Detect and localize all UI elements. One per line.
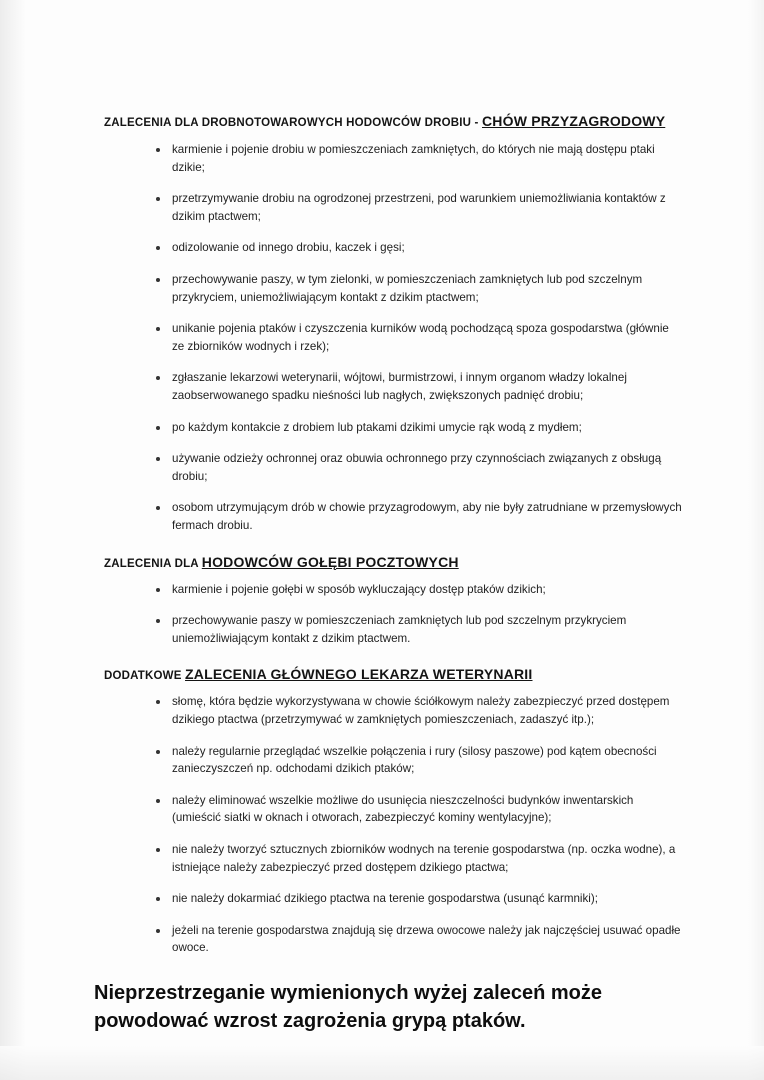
- page-title-emphasis: CHÓW PRZYZAGRODOWY: [482, 113, 666, 129]
- list-item: osobom utrzymującym drób w chowie przyzagrodowym, aby nie były zatrudniane w przemysłowych fermach drobiu.: [144, 499, 684, 534]
- section-heading-plain: ZALECENIA DLA: [104, 557, 202, 570]
- scan-shadow-left: [0, 0, 26, 1080]
- document-content: [94, 112, 684, 1036]
- list-item: używanie odzieży ochronnej oraz obuwia ochronnego przy czynnościach związanych z obsługą drobiu;: [144, 450, 684, 485]
- list-item: słomę, która będzie wykorzystywana w chowie ściółkowym należy zabezpieczyć przed dostępem dzikiego ptactwa (przetrzymywać w zamkniętych pomieszczeniach, zadaszyć itp.);: [144, 693, 684, 728]
- recommendations-list-additional: [144, 693, 684, 957]
- list-item: karmienie i pojenie drobiu w pomieszczeniach zamkniętych, do których nie mają dostępu ptaki dzikie;: [144, 141, 684, 176]
- section-heading-emphasis: ZALECENIA GŁÓWNEGO LEKARZA WETERYNARII: [185, 666, 533, 683]
- list-item: zgłaszanie lekarzowi weterynarii, wójtowi, burmistrzowi, i innym organom władzy lokalnej zaobserwowanego spadku nieśności lub nagłych, zwiększonych padnięć drobiu;: [144, 369, 684, 404]
- scan-shadow-bottom: [0, 1046, 764, 1080]
- list-item: nie należy tworzyć sztucznych zbiorników wodnych na terenie gospodarstwa (np. oczka wodne), a istniejące należy zabezpieczyć przed dostępem dzikiego ptactwa;: [144, 841, 684, 876]
- list-item: przechowywanie paszy w pomieszczeniach zamkniętych lub pod szczelnym przykryciem uniemożliwiającym kontakt z dzikim ptactwem.: [144, 612, 684, 647]
- page-title: [104, 112, 684, 131]
- list-item: odizolowanie od innego drobiu, kaczek i gęsi;: [144, 239, 684, 257]
- recommendations-list-backyard: [144, 141, 684, 535]
- section-heading-pigeons: [104, 553, 684, 572]
- list-item: należy regularnie przeglądać wszelkie połączenia i rury (silosy paszowe) pod kątem obecności zanieczyszczeń np. odchodami dzikich ptaków;: [144, 743, 684, 778]
- section-heading-plain: DODATKOWE: [104, 670, 186, 683]
- list-item: przechowywanie paszy, w tym zielonki, w pomieszczeniach zamkniętych lub pod szczelnym przykryciem, uniemożliwiającym kontakt z dzikim ptactwem;: [144, 271, 684, 306]
- section-heading-emphasis: HODOWCÓW GOŁĘBI POCZTOWYCH: [201, 553, 459, 570]
- list-item: nie należy dokarmiać dzikiego ptactwa na terenie gospodarstwa (usunąć karmniki);: [144, 890, 684, 908]
- list-item: unikanie pojenia ptaków i czyszczenia kurników wodą pochodzącą spoza gospodarstwa (głównie ze zbiorników wodnych i rzek);: [144, 320, 684, 355]
- section-heading-additional: [104, 665, 684, 684]
- list-item: jeżeli na terenie gospodarstwa znajdują się drzewa owocowe należy jak najczęściej usuwać opadłe owoce.: [144, 922, 684, 957]
- list-item: przetrzymywanie drobiu na ogrodzonej przestrzeni, pod warunkiem uniemożliwiania kontaktów z dzikim ptactwem;: [144, 190, 684, 225]
- list-item: karmienie i pojenie gołębi w sposób wykluczający dostęp ptaków dzikich;: [144, 581, 684, 599]
- list-item: po każdym kontakcie z drobiem lub ptakami dzikimi umycie rąk wodą z mydłem;: [144, 419, 684, 437]
- page-title-plain: ZALECENIA DLA DROBNOTOWAROWYCH HODOWCÓW DROBIU -: [104, 117, 482, 129]
- scan-shadow-right: [748, 0, 764, 1080]
- recommendations-list-pigeons: [144, 581, 684, 648]
- final-statement: Nieprzestrzeganie wymienionych wyżej zaleceń może powodować wzrost zagrożenia grypą ptaków.: [94, 982, 602, 1033]
- list-item: należy eliminować wszelkie możliwe do usunięcia nieszczelności budynków inwentarskich (umieścić siatki w oknach i otworach, zabezpieczyć kominy wentylacyjne);: [144, 792, 684, 827]
